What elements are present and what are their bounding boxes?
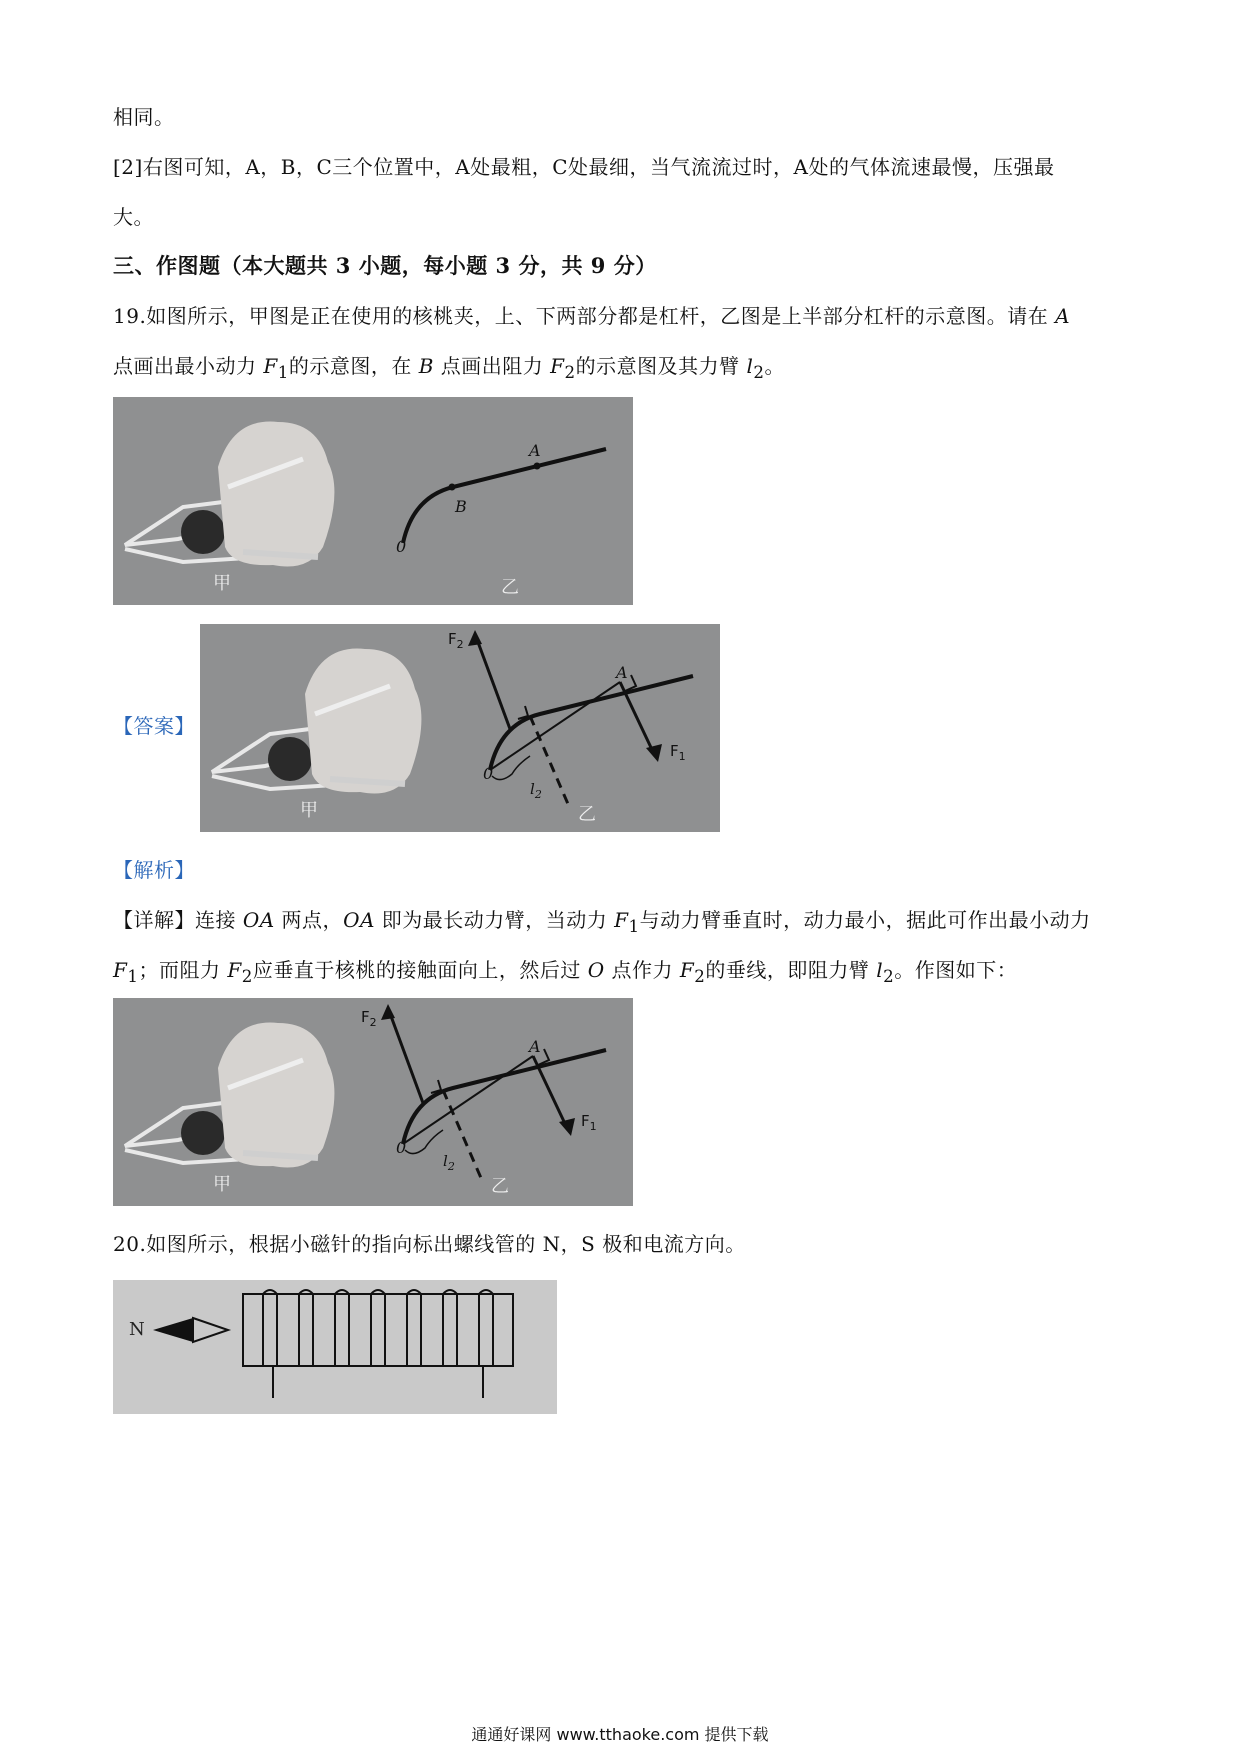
analysis-label-A: A: [529, 1037, 541, 1056]
label-B: B: [455, 497, 467, 516]
analysis-label-jia: 甲: [213, 1174, 231, 1195]
section-heading: 三、作图题（本大题共 3 小题，每小题 3 分，共 9 分）: [113, 253, 657, 278]
analysis-label-yi: 乙: [491, 1176, 509, 1197]
text-line-1: 相同。: [113, 105, 175, 129]
question-20: 20.如图所示，根据小磁针的指向标出螺线管的 N，S 极和电流方向。: [113, 1232, 746, 1256]
label-A: A: [529, 441, 541, 460]
detail-line-2: $F_1$；而阻力 $F_2$应垂直于核桃的接触面向上，然后过 O 点作力 $F_2$的垂线，即阻力臂 $l_2$。作图如下：: [113, 958, 1018, 986]
answer-label-A: A: [616, 663, 628, 682]
answer-label-F2: $F_2$: [448, 630, 464, 651]
label-yi: 乙: [501, 577, 519, 598]
analysis-label-F2: $F_2$: [361, 1008, 377, 1029]
label-jia: 甲: [213, 573, 231, 594]
analysis-figure: [113, 998, 633, 1206]
analysis-tag: 【解析】: [113, 858, 195, 882]
answer-label-jia: 甲: [300, 800, 318, 821]
answer-label-l2: $l_2$: [530, 780, 542, 801]
answer-figure: [200, 624, 720, 832]
analysis-label-O: 0: [396, 1138, 407, 1157]
question-19-line-1: 19.如图所示，甲图是正在使用的核桃夹，上、下两部分都是杠杆，乙图是上半部分杠杆的示意图。请在 A: [113, 304, 1071, 328]
answer-tag: 【答案】: [113, 714, 195, 738]
detail-line-1: 【详解】连接 OA 两点，OA 即为最长动力臂，当动力 $F_1$与动力臂垂直时，动力最小，据此可作出最小动力: [113, 908, 1091, 936]
answer-label-F1: $F_1$: [670, 742, 686, 763]
question-19-line-2: 点画出最小动力 $F_1$的示意图，在 B 点画出阻力 $F_2$的示意图及其力臂 $l_2$。: [113, 354, 786, 382]
label-O: 0: [396, 537, 407, 556]
question-20-figure: [113, 1280, 557, 1414]
text-line-2: [2]右图可知，A，B，C三个位置中，A处最粗，C处最细，当气流流过时，A处的气体流速最慢，压强最: [113, 155, 1055, 179]
footer: 通通好课网 www.tthaoke.com 提供下载: [471, 1725, 769, 1744]
label-N: N: [129, 1319, 145, 1340]
answer-label-O: 0: [483, 764, 494, 783]
question-19-figure: [113, 397, 633, 605]
analysis-label-l2: $l_2$: [443, 1152, 455, 1173]
answer-label-yi: 乙: [578, 804, 596, 825]
analysis-label-F1: $F_1$: [581, 1112, 597, 1133]
text-line-3: 大。: [113, 205, 154, 229]
